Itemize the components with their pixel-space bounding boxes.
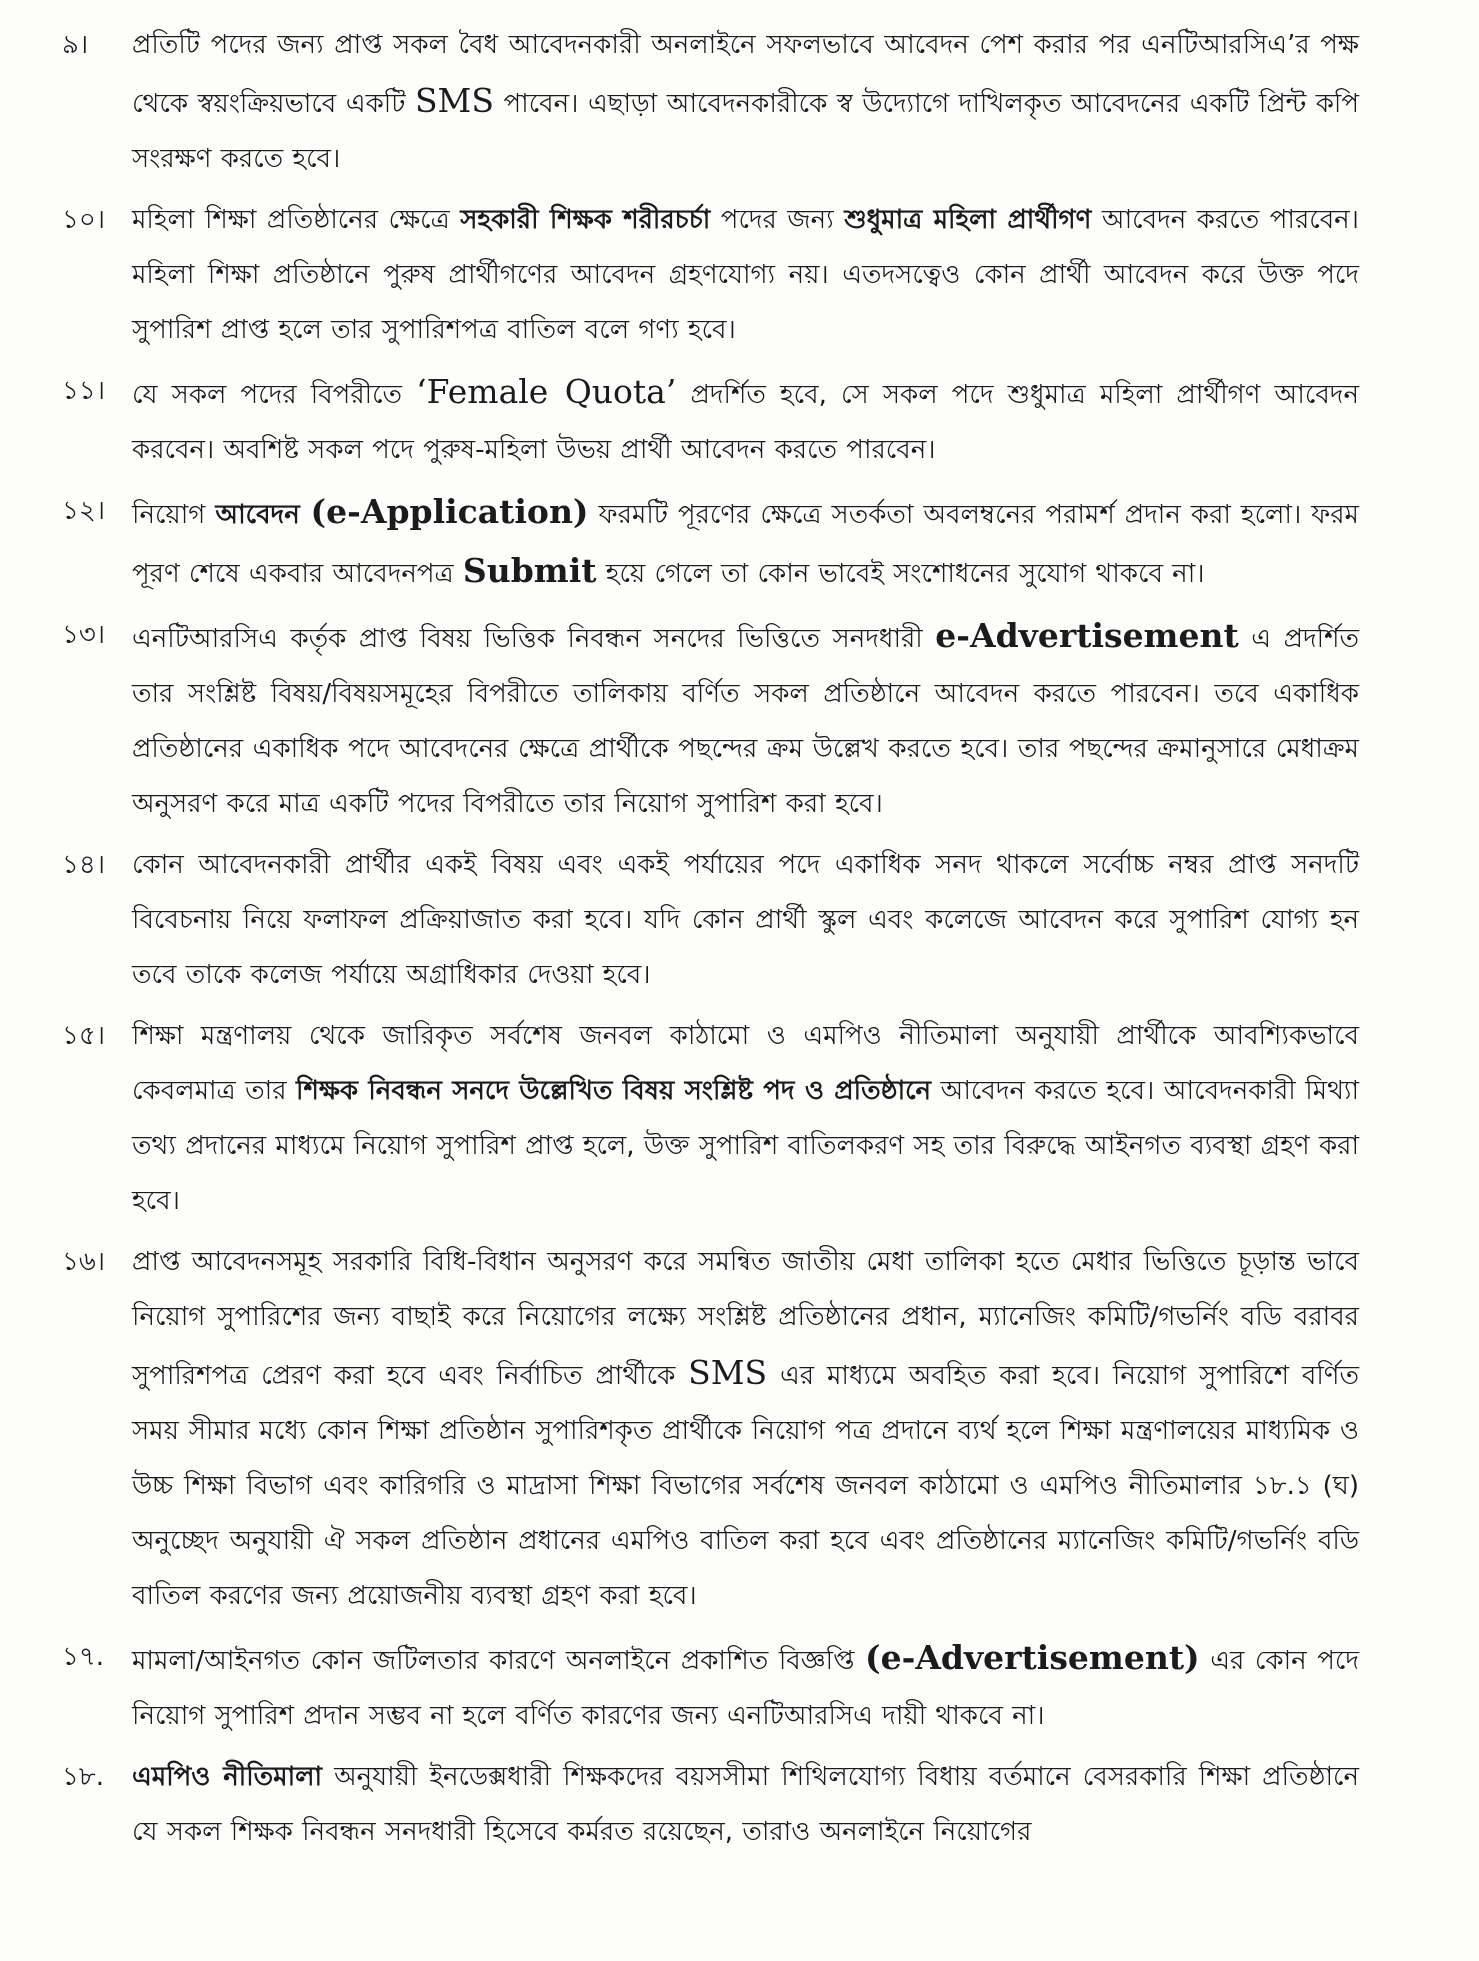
emphasis-text: শুধুমাত্র মহিলা প্রার্থীগণ	[844, 205, 1092, 235]
item-text	[132, 608, 1359, 832]
list-item	[62, 193, 1359, 358]
item-number: ১২।	[62, 496, 106, 526]
item-text	[132, 1235, 1359, 1624]
text-run: প্রদর্শিত হবে, সে সকল পদে শুধুমাত্র মহিলা প্রার্থীগণ আবেদন করবেন। অবশিষ্ট সকল পদে পুরুষ-মহিলা উভয় প্রার্থী আবেদন করতে পারবেন।	[132, 380, 1359, 465]
text-run: পাবেন। এছাড়া আবেদনকারীকে স্ব উদ্যোগে দাখিলকৃত আবেদনের একটি প্রিন্ট কপি সংরক্ষণ করতে হবে।	[132, 89, 1360, 174]
emphasis-text: সহকারী শিক্ষক শরীরচর্চা	[460, 205, 711, 235]
item-number: ১৮.	[62, 1762, 105, 1792]
item-text	[132, 193, 1359, 358]
text-run: মামলা/আইনগত কোন জটিলতার কারণে অনলাইনে প্রকাশিত বিজ্ঞপ্তি	[132, 1646, 866, 1676]
latin-term: (e-Application)	[310, 492, 589, 531]
emphasis-text: এমপিও নীতিমালা	[132, 1762, 323, 1792]
latin-term: SMS	[414, 81, 494, 120]
item-text	[132, 364, 1359, 478]
text-run: প্রাপ্ত আবেদনসমূহ সরকারি বিধি-বিধান অনুসরণ করে সমন্বিত জাতীয় মেধা তালিকা হতে মেধার ভিত্তিতে চূড়ান্ত ভাবে নিয়োগ সুপারিশের জন্য বাছাই করে নিয়োগের লক্ষ্যে সংশ্লিষ্ট প্রতিষ্ঠানের প্রধান, ম্যানেজিং কমিটি/গভর্নিং বডি বরাবর সুপারিশপত্র প্রেরণ করা হবে এবং নির্বাচিত প্রার্থীকে	[132, 1247, 1359, 1391]
item-text	[132, 1750, 1359, 1860]
text-run: কোন আবেদনকারী প্রার্থীর একই বিষয় এবং একই পর্যায়ের পদে একাধিক সনদ থাকলে সর্বোচ্চ নম্বর প্রাপ্ত সনদটি বিবেচনায় নিয়ে ফলাফল প্রক্রিয়াজাত করা হবে। যদি কোন প্রার্থী স্কুল এবং কলেজে আবেদন করে সুপারিশ যোগ্য হন তবে তাকে কলেজ পর্যায়ে অগ্রাধিকার দেওয়া হবে।	[132, 850, 1359, 990]
text-run: এনটিআরসিএ কর্তৃক প্রাপ্ত বিষয় ভিত্তিক নিবন্ধন সনদের ভিত্তিতে সনদধারী	[132, 624, 936, 654]
emphasis-text: শিক্ষক নিবন্ধন সনদে উল্লেখিত বিষয় সংশ্লিষ্ট পদ ও প্রতিষ্ঠানে	[296, 1076, 932, 1106]
list-item	[62, 1750, 1359, 1860]
list-item	[62, 1235, 1359, 1624]
item-text	[132, 1630, 1359, 1744]
item-text	[132, 1009, 1359, 1229]
list-item	[62, 1630, 1359, 1744]
item-number: ১৭.	[62, 1642, 105, 1672]
text-run: ফরমটি পূরণের ক্ষেত্রে সতর্কতা অবলম্বনের পরামর্শ প্রদান করা হলো। ফরম পূরণ শেষে একবার আবেদনপত্র	[132, 500, 1359, 589]
emphasis-text: আবেদন	[215, 500, 311, 530]
text-run: শিক্ষা মন্ত্রণালয় থেকে জারিকৃত সর্বশেষ জনবল কাঠামো ও এমপিও নীতিমালা অনুযায়ী প্রার্থীকে আবশ্যিকভাবে কেবলমাত্র তার	[132, 1021, 1359, 1106]
list-item	[62, 838, 1359, 1003]
list-item	[62, 364, 1359, 478]
text-run: এর কোন পদে নিয়োগ সুপারিশ প্রদান সম্ভব না হলে বর্ণিত কারণের জন্য এনটিআরসিএ দায়ী থাকবে না।	[132, 1646, 1359, 1731]
list-item	[62, 18, 1359, 187]
item-number: ১৩।	[62, 620, 106, 650]
text-run: এর মাধ্যমে অবহিত করা হবে। নিয়োগ সুপারিশে বর্ণিত সময় সীমার মধ্যে কোন শিক্ষা প্রতিষ্ঠান সুপারিশকৃত প্রার্থীকে নিয়োগ পত্র প্রদানে ব্যর্থ হলে শিক্ষা মন্ত্রণালয়ের মাধ্যমিক ও উচ্চ শিক্ষা বিভাগ এবং কারিগরি ও মাদ্রাসা শিক্ষা বিভাগের সর্বশেষ জনবল কাঠামো ও এমপিও নীতিমালার ১৮.১ (ঘ) অনুচ্ছেদ অনুযায়ী ঐ সকল প্রতিষ্ঠান প্রধানের এমপিও বাতিল করা হবে এবং প্রতিষ্ঠানের ম্যানেজিং কমিটি/গভর্নিং বডি বাতিল করণের জন্য প্রয়োজনীয় ব্যবস্থা গ্রহণ করা হবে।	[132, 1361, 1360, 1611]
item-number: ৯।	[62, 30, 89, 60]
instruction-list	[62, 18, 1359, 1860]
text-run: আবেদন করতে পারবেন। মহিলা শিক্ষা প্রতিষ্ঠানে পুরুষ প্রার্থীগণের আবেদন গ্রহণযোগ্য নয়। এতদসত্বেও কোন প্রার্থী আবেদন করে উক্ত পদে সুপারিশ প্রাপ্ত হলে তার সুপারিশপত্র বাতিল বলে গণ্য হবে।	[132, 205, 1359, 345]
text-run: নিয়োগ	[132, 500, 216, 530]
item-number: ১১।	[62, 376, 106, 406]
list-item	[62, 1009, 1359, 1229]
latin-term: e-Advertisement	[935, 616, 1239, 655]
item-number: ১৬।	[62, 1247, 106, 1277]
text-run: অনুযায়ী ইনডেক্সধারী শিক্ষকদের বয়সসীমা শিথিলযোগ্য বিধায় বর্তমানে বেসরকারি শিক্ষা প্রতিষ্ঠানে যে সকল শিক্ষক নিবন্ধন সনদধারী হিসেবে কর্মরত রয়েছেন, তারাও অনলাইনে নিয়োগের	[132, 1762, 1359, 1847]
item-text	[132, 484, 1359, 602]
list-item	[62, 608, 1359, 832]
text-run: যে সকল পদের বিপরীতে	[132, 380, 417, 410]
text-run: আবেদন করতে হবে। আবেদনকারী মিথ্যা তথ্য প্রদানের মাধ্যমে নিয়োগ সুপারিশ প্রাপ্ত হলে, উক্ত সুপারিশ বাতিলকরণ সহ তার বিরুদ্ধে আইনগত ব্যবস্থা গ্রহণ করা হবে।	[132, 1076, 1359, 1216]
item-text	[132, 838, 1359, 1003]
text-run: হয়ে গেলে তা কোন ভাবেই সংশোধনের সুযোগ থাকবে না।	[596, 559, 1205, 589]
item-text	[132, 18, 1359, 187]
item-number: ১৫।	[62, 1021, 106, 1051]
latin-term: ‘Female Quota’	[416, 372, 677, 411]
item-number: ১০।	[62, 205, 106, 235]
text-run: পদের জন্য	[710, 205, 845, 235]
latin-term: SMS	[688, 1353, 768, 1392]
latin-term: Submit	[462, 551, 597, 590]
list-item	[62, 484, 1359, 602]
item-number: ১৪।	[62, 850, 106, 880]
latin-term: (e-Advertisement)	[865, 1638, 1200, 1677]
text-run: মহিলা শিক্ষা প্রতিষ্ঠানের ক্ষেত্রে	[132, 205, 461, 235]
text-run: প্রতিটি পদের জন্য প্রাপ্ত সকল বৈধ আবেদনকারী অনলাইনে সফলভাবে আবেদন পেশ করার পর এনটিআরসিএ’র পক্ষ থেকে স্বয়ংক্রিয়ভাবে একটি	[132, 30, 1359, 119]
text-run: এ প্রদর্শিত তার সংশ্লিষ্ট বিষয়/বিষয়সমূহের বিপরীতে তালিকায় বর্ণিত সকল প্রতিষ্ঠানে আবেদন করতে পারবেন। তবে একাধিক প্রতিষ্ঠানের একাধিক পদে আবেদনের ক্ষেত্রে প্রার্থীকে পছন্দের ক্রম উল্লেখ করতে হবে। তার পছন্দের ক্রমানুসারে মেধাক্রম অনুসরণ করে মাত্র একটি পদের বিপরীতে তার নিয়োগ সুপারিশ করা হবে।	[132, 624, 1359, 819]
